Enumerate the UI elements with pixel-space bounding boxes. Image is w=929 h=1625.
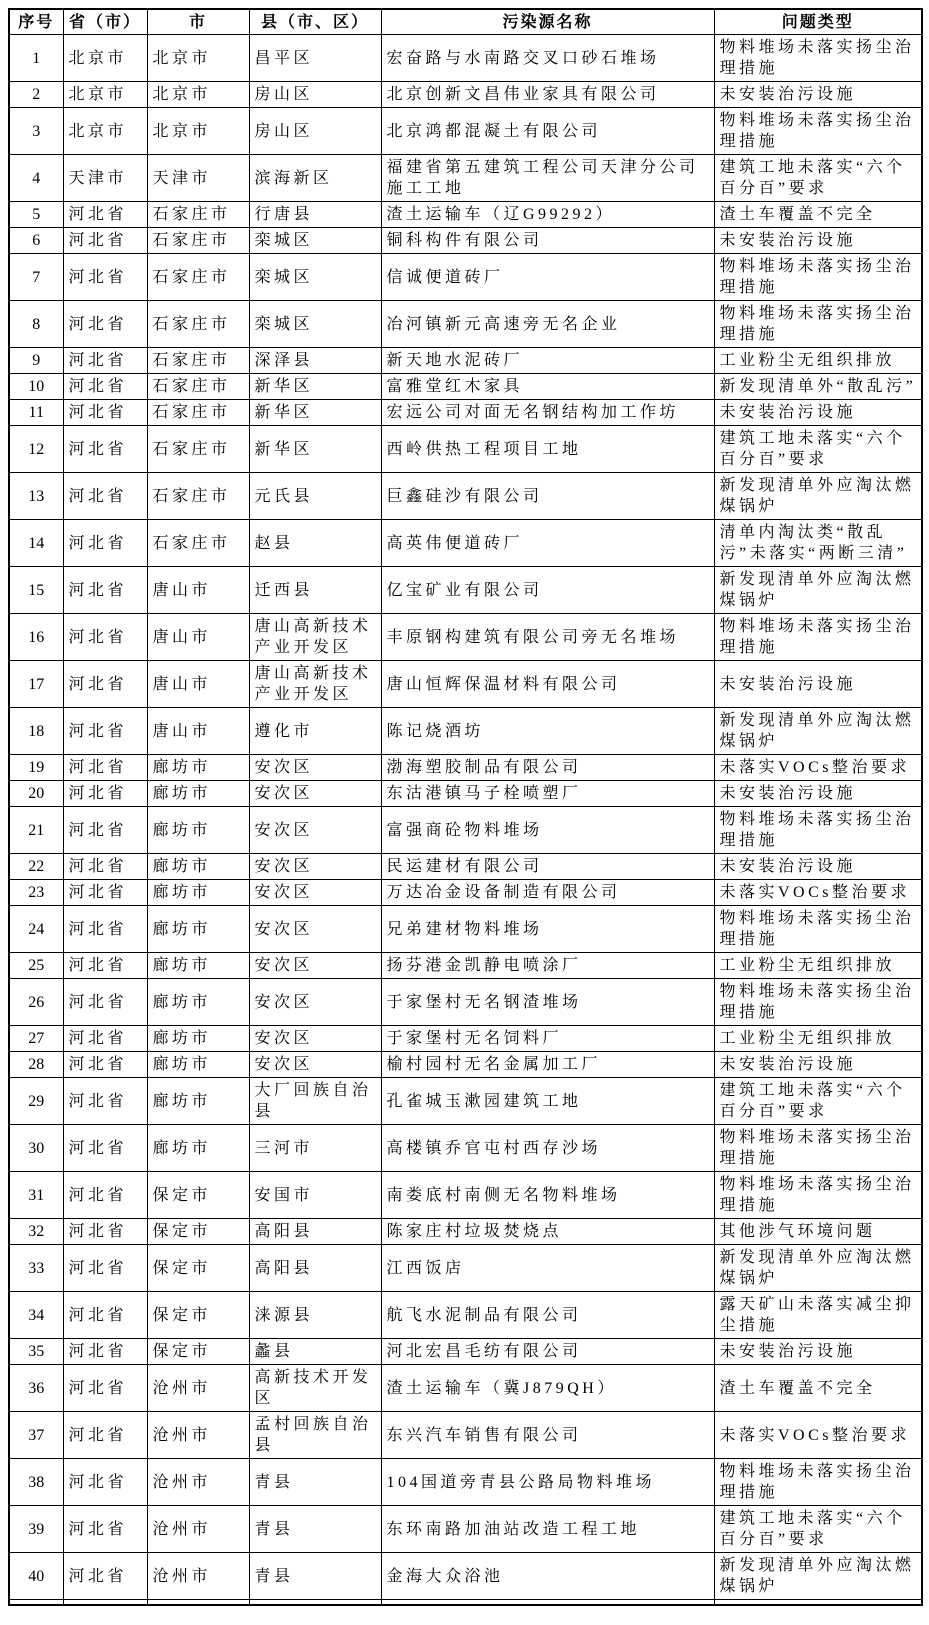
- table-row: [9, 1553, 922, 1600]
- cell-province: 河北省: [63, 906, 147, 953]
- cell-province: 天津市: [63, 155, 147, 202]
- cell-source_name: 铜科构件有限公司: [381, 228, 714, 254]
- cell-source_name: 丰原钢构建筑有限公司旁无名堆场: [381, 614, 714, 661]
- cell-index: 16: [9, 614, 63, 661]
- cell-province: 河北省: [63, 1459, 147, 1506]
- cell-city: 廊坊市: [147, 755, 249, 781]
- table-row: [9, 155, 922, 202]
- cell-county: 孟村回族自治县: [249, 1412, 381, 1459]
- cell-empty: [249, 1600, 381, 1606]
- cell-county: 栾城区: [249, 254, 381, 301]
- cell-problem_type: 建筑工地未落实“六个百分百”要求: [714, 426, 922, 473]
- cell-empty: [63, 1600, 147, 1606]
- table-row: [9, 880, 922, 906]
- cell-source_name: 高楼镇乔官屯村西存沙场: [381, 1125, 714, 1172]
- cell-problem_type: 未落实VOCs整治要求: [714, 755, 922, 781]
- cell-problem_type: 未安装治污设施: [714, 1339, 922, 1365]
- cell-source_name: 富雅堂红木家具: [381, 374, 714, 400]
- cell-city: 保定市: [147, 1245, 249, 1292]
- table-row: [9, 400, 922, 426]
- cell-city: 沧州市: [147, 1553, 249, 1600]
- cell-county: 青县: [249, 1506, 381, 1553]
- cell-index: 9: [9, 348, 63, 374]
- cell-index: 1: [9, 35, 63, 82]
- table-row: [9, 755, 922, 781]
- cell-empty: [381, 1600, 714, 1606]
- cell-index: 24: [9, 906, 63, 953]
- table-row: [9, 1078, 922, 1125]
- cell-city: 石家庄市: [147, 254, 249, 301]
- cell-source_name: 于家堡村无名钢渣堆场: [381, 979, 714, 1026]
- cell-county: 新华区: [249, 426, 381, 473]
- cell-index: 38: [9, 1459, 63, 1506]
- cell-province: 河北省: [63, 1245, 147, 1292]
- cell-problem_type: 物料堆场未落实扬尘治理措施: [714, 254, 922, 301]
- cell-index: 20: [9, 781, 63, 807]
- cell-index: 4: [9, 155, 63, 202]
- cell-source_name: 巨鑫硅沙有限公司: [381, 473, 714, 520]
- table-body: [9, 35, 922, 1606]
- cell-city: 北京市: [147, 35, 249, 82]
- cell-city: 石家庄市: [147, 301, 249, 348]
- table-row: [9, 1125, 922, 1172]
- cell-county: 安次区: [249, 880, 381, 906]
- cell-index: 33: [9, 1245, 63, 1292]
- cell-problem_type: 新发现清单外应淘汰燃煤锅炉: [714, 1245, 922, 1292]
- table-row: [9, 1292, 922, 1339]
- cell-province: 河北省: [63, 473, 147, 520]
- cell-source_name: 福建省第五建筑工程公司天津分公司施工工地: [381, 155, 714, 202]
- cell-index: 12: [9, 426, 63, 473]
- cell-source_name: 江西饭店: [381, 1245, 714, 1292]
- cell-province: 河北省: [63, 614, 147, 661]
- cell-index: 14: [9, 520, 63, 567]
- cell-problem_type: 建筑工地未落实“六个百分百”要求: [714, 1078, 922, 1125]
- cell-county: 蠡县: [249, 1339, 381, 1365]
- cell-city: 保定市: [147, 1339, 249, 1365]
- cell-county: 栾城区: [249, 301, 381, 348]
- cell-index: 3: [9, 108, 63, 155]
- table-row: [9, 906, 922, 953]
- cell-city: 唐山市: [147, 567, 249, 614]
- cell-index: 13: [9, 473, 63, 520]
- cell-city: 保定市: [147, 1292, 249, 1339]
- cell-county: 青县: [249, 1459, 381, 1506]
- cell-index: 30: [9, 1125, 63, 1172]
- cell-empty: [147, 1600, 249, 1606]
- cell-province: 河北省: [63, 426, 147, 473]
- cell-city: 石家庄市: [147, 426, 249, 473]
- cell-city: 唐山市: [147, 708, 249, 755]
- cell-city: 石家庄市: [147, 202, 249, 228]
- cell-county: 安次区: [249, 953, 381, 979]
- cell-city: 沧州市: [147, 1506, 249, 1553]
- cell-problem_type: 工业粉尘无组织排放: [714, 1026, 922, 1052]
- cell-province: 河北省: [63, 374, 147, 400]
- table-row: [9, 708, 922, 755]
- cell-province: 河北省: [63, 1125, 147, 1172]
- cell-city: 廊坊市: [147, 807, 249, 854]
- cell-index: 23: [9, 880, 63, 906]
- cell-problem_type: 物料堆场未落实扬尘治理措施: [714, 108, 922, 155]
- cell-county: 三河市: [249, 1125, 381, 1172]
- cell-county: 遵化市: [249, 708, 381, 755]
- cell-city: 石家庄市: [147, 400, 249, 426]
- cell-city: 廊坊市: [147, 781, 249, 807]
- cell-index: 15: [9, 567, 63, 614]
- cell-problem_type: 未安装治污设施: [714, 400, 922, 426]
- cell-problem_type: 未落实VOCs整治要求: [714, 880, 922, 906]
- table-row: [9, 82, 922, 108]
- cell-county: 安次区: [249, 854, 381, 880]
- table-row: [9, 1219, 922, 1245]
- cell-province: 河北省: [63, 807, 147, 854]
- cell-county: 安国市: [249, 1172, 381, 1219]
- cell-problem_type: 露天矿山未落实减尘抑尘措施: [714, 1292, 922, 1339]
- cell-source_name: 宏奋路与水南路交叉口砂石堆场: [381, 35, 714, 82]
- cell-province: 北京市: [63, 35, 147, 82]
- cell-city: 保定市: [147, 1172, 249, 1219]
- cell-index: 31: [9, 1172, 63, 1219]
- cell-index: 40: [9, 1553, 63, 1600]
- cell-problem_type: 未落实VOCs整治要求: [714, 1412, 922, 1459]
- cell-county: 大厂回族自治县: [249, 1078, 381, 1125]
- cell-city: 石家庄市: [147, 228, 249, 254]
- table-row: [9, 567, 922, 614]
- cell-source_name: 新天地水泥砖厂: [381, 348, 714, 374]
- table-row: [9, 1506, 922, 1553]
- cell-source_name: 扬芬港金凯静电喷涂厂: [381, 953, 714, 979]
- header-source-name: 污染源名称: [381, 9, 714, 35]
- cell-city: 廊坊市: [147, 1125, 249, 1172]
- cell-source_name: 渤海塑胶制品有限公司: [381, 755, 714, 781]
- table-row: [9, 1365, 922, 1412]
- cell-index: 5: [9, 202, 63, 228]
- table-row: [9, 979, 922, 1026]
- cell-index: 29: [9, 1078, 63, 1125]
- table-row: [9, 1026, 922, 1052]
- cell-city: 保定市: [147, 1219, 249, 1245]
- cell-province: 河北省: [63, 301, 147, 348]
- cell-province: 河北省: [63, 1078, 147, 1125]
- cell-county: 唐山高新技术产业开发区: [249, 661, 381, 708]
- cell-problem_type: 物料堆场未落实扬尘治理措施: [714, 979, 922, 1026]
- table-row: [9, 473, 922, 520]
- cell-province: 河北省: [63, 400, 147, 426]
- cell-city: 沧州市: [147, 1459, 249, 1506]
- table-row: [9, 35, 922, 82]
- cell-source_name: 冶河镇新元高速旁无名企业: [381, 301, 714, 348]
- cell-problem_type: 未安装治污设施: [714, 661, 922, 708]
- header-problem-type: 问题类型: [714, 9, 922, 35]
- cell-city: 廊坊市: [147, 854, 249, 880]
- cell-index: 34: [9, 1292, 63, 1339]
- cell-problem_type: 未安装治污设施: [714, 854, 922, 880]
- cell-source_name: 东兴汽车销售有限公司: [381, 1412, 714, 1459]
- cell-index: 21: [9, 807, 63, 854]
- cell-problem_type: 物料堆场未落实扬尘治理措施: [714, 807, 922, 854]
- cell-province: 河北省: [63, 854, 147, 880]
- cell-source_name: 西岭供热工程项目工地: [381, 426, 714, 473]
- cell-source_name: 信诚便道砖厂: [381, 254, 714, 301]
- cell-empty: [714, 1600, 922, 1606]
- cell-province: 河北省: [63, 1412, 147, 1459]
- table-row: [9, 1412, 922, 1459]
- cell-county: 高阳县: [249, 1219, 381, 1245]
- cell-city: 廊坊市: [147, 953, 249, 979]
- table-row: [9, 953, 922, 979]
- cell-city: 天津市: [147, 155, 249, 202]
- cell-province: 河北省: [63, 1339, 147, 1365]
- cell-problem_type: 物料堆场未落实扬尘治理措施: [714, 906, 922, 953]
- table-row: [9, 854, 922, 880]
- cell-province: 河北省: [63, 254, 147, 301]
- cell-index: 22: [9, 854, 63, 880]
- cell-source_name: 榆村园村无名金属加工厂: [381, 1052, 714, 1078]
- cell-problem_type: 新发现清单外应淘汰燃煤锅炉: [714, 708, 922, 755]
- cell-source_name: 陈家庄村垃圾焚烧点: [381, 1219, 714, 1245]
- cell-province: 河北省: [63, 781, 147, 807]
- cell-problem_type: 新发现清单外应淘汰燃煤锅炉: [714, 1553, 922, 1600]
- table-row: [9, 781, 922, 807]
- cell-problem_type: 清单内淘汰类“散乱污”未落实“两断三清”: [714, 520, 922, 567]
- header-index: 序号: [9, 9, 63, 35]
- cell-province: 河北省: [63, 1219, 147, 1245]
- header-province: 省（市）: [63, 9, 147, 35]
- cell-county: 昌平区: [249, 35, 381, 82]
- header-county: 县（市、区）: [249, 9, 381, 35]
- cell-county: 青县: [249, 1553, 381, 1600]
- table-row: [9, 614, 922, 661]
- cell-problem_type: 新发现清单外应淘汰燃煤锅炉: [714, 567, 922, 614]
- cell-problem_type: 物料堆场未落实扬尘治理措施: [714, 1125, 922, 1172]
- cell-problem_type: 物料堆场未落实扬尘治理措施: [714, 1459, 922, 1506]
- cell-county: 安次区: [249, 755, 381, 781]
- cell-city: 石家庄市: [147, 348, 249, 374]
- table-row: [9, 1052, 922, 1078]
- cell-city: 北京市: [147, 108, 249, 155]
- cell-city: 唐山市: [147, 614, 249, 661]
- cell-index: 27: [9, 1026, 63, 1052]
- cell-problem_type: 工业粉尘无组织排放: [714, 953, 922, 979]
- cell-province: 河北省: [63, 979, 147, 1026]
- table-row: [9, 520, 922, 567]
- cell-county: 高阳县: [249, 1245, 381, 1292]
- cell-city: 廊坊市: [147, 906, 249, 953]
- table-row: [9, 301, 922, 348]
- cell-source_name: 渣土运输车（冀J879QH）: [381, 1365, 714, 1412]
- cell-county: 滨海新区: [249, 155, 381, 202]
- cell-province: 河北省: [63, 1026, 147, 1052]
- cell-province: 河北省: [63, 1506, 147, 1553]
- cell-province: 河北省: [63, 1052, 147, 1078]
- cell-county: 涞源县: [249, 1292, 381, 1339]
- cell-county: 赵县: [249, 520, 381, 567]
- cell-index: 35: [9, 1339, 63, 1365]
- cell-index: 6: [9, 228, 63, 254]
- cell-index: 26: [9, 979, 63, 1026]
- cell-source_name: 民运建材有限公司: [381, 854, 714, 880]
- cell-province: 河北省: [63, 1365, 147, 1412]
- table-row: [9, 1172, 922, 1219]
- cell-province: 河北省: [63, 348, 147, 374]
- cell-county: 栾城区: [249, 228, 381, 254]
- cell-province: 河北省: [63, 755, 147, 781]
- cell-source_name: 于家堡村无名饲料厂: [381, 1026, 714, 1052]
- cell-source_name: 陈记烧酒坊: [381, 708, 714, 755]
- cell-county: 安次区: [249, 1052, 381, 1078]
- table-row: [9, 228, 922, 254]
- cell-city: 石家庄市: [147, 374, 249, 400]
- cell-city: 廊坊市: [147, 1078, 249, 1125]
- cell-county: 房山区: [249, 82, 381, 108]
- table-row: [9, 348, 922, 374]
- table-row: [9, 254, 922, 301]
- cell-province: 河北省: [63, 1292, 147, 1339]
- table-row: [9, 202, 922, 228]
- cell-problem_type: 工业粉尘无组织排放: [714, 348, 922, 374]
- cell-province: 河北省: [63, 880, 147, 906]
- cell-problem_type: 渣土车覆盖不完全: [714, 202, 922, 228]
- header-city: 市: [147, 9, 249, 35]
- cell-province: 河北省: [63, 661, 147, 708]
- cell-source_name: 北京创新文昌伟业家具有限公司: [381, 82, 714, 108]
- table-row: [9, 661, 922, 708]
- partial-table-row: [9, 1600, 922, 1606]
- cell-source_name: 高英伟便道砖厂: [381, 520, 714, 567]
- cell-city: 廊坊市: [147, 979, 249, 1026]
- cell-source_name: 富强商砼物料堆场: [381, 807, 714, 854]
- cell-province: 河北省: [63, 1553, 147, 1600]
- cell-source_name: 唐山恒辉保温材料有限公司: [381, 661, 714, 708]
- cell-index: 39: [9, 1506, 63, 1553]
- cell-problem_type: 新发现清单外“散乱污”: [714, 374, 922, 400]
- cell-problem_type: 未安装治污设施: [714, 781, 922, 807]
- cell-index: 28: [9, 1052, 63, 1078]
- cell-province: 河北省: [63, 708, 147, 755]
- cell-index: 25: [9, 953, 63, 979]
- cell-county: 高新技术开发区: [249, 1365, 381, 1412]
- cell-county: 新华区: [249, 400, 381, 426]
- cell-province: 河北省: [63, 520, 147, 567]
- cell-empty: [9, 1600, 63, 1606]
- cell-source_name: 104国道旁青县公路局物料堆场: [381, 1459, 714, 1506]
- cell-source_name: 东沽港镇马子栓喷塑厂: [381, 781, 714, 807]
- cell-city: 北京市: [147, 82, 249, 108]
- cell-problem_type: 渣土车覆盖不完全: [714, 1365, 922, 1412]
- cell-problem_type: 物料堆场未落实扬尘治理措施: [714, 614, 922, 661]
- cell-source_name: 兄弟建材物料堆场: [381, 906, 714, 953]
- table-row: [9, 1339, 922, 1365]
- cell-problem_type: 其他涉气环境问题: [714, 1219, 922, 1245]
- cell-source_name: 河北宏昌毛纺有限公司: [381, 1339, 714, 1365]
- cell-province: 北京市: [63, 82, 147, 108]
- cell-province: 河北省: [63, 953, 147, 979]
- cell-city: 石家庄市: [147, 473, 249, 520]
- cell-problem_type: 物料堆场未落实扬尘治理措施: [714, 1172, 922, 1219]
- cell-problem_type: 新发现清单外应淘汰燃煤锅炉: [714, 473, 922, 520]
- cell-county: 安次区: [249, 979, 381, 1026]
- cell-source_name: 渣土运输车（辽G99292）: [381, 202, 714, 228]
- cell-source_name: 万达冶金设备制造有限公司: [381, 880, 714, 906]
- cell-index: 17: [9, 661, 63, 708]
- cell-index: 36: [9, 1365, 63, 1412]
- cell-index: 18: [9, 708, 63, 755]
- table-row: [9, 108, 922, 155]
- cell-source_name: 亿宝矿业有限公司: [381, 567, 714, 614]
- cell-source_name: 金海大众浴池: [381, 1553, 714, 1600]
- pollution-source-table: [8, 8, 923, 1606]
- table-row: [9, 426, 922, 473]
- cell-index: 7: [9, 254, 63, 301]
- cell-county: 安次区: [249, 906, 381, 953]
- cell-city: 石家庄市: [147, 520, 249, 567]
- cell-city: 廊坊市: [147, 1052, 249, 1078]
- cell-index: 32: [9, 1219, 63, 1245]
- cell-county: 安次区: [249, 781, 381, 807]
- cell-county: 迁西县: [249, 567, 381, 614]
- cell-city: 唐山市: [147, 661, 249, 708]
- cell-county: 安次区: [249, 1026, 381, 1052]
- cell-county: 安次区: [249, 807, 381, 854]
- cell-county: 行唐县: [249, 202, 381, 228]
- cell-province: 河北省: [63, 202, 147, 228]
- cell-problem_type: 未安装治污设施: [714, 1052, 922, 1078]
- cell-index: 2: [9, 82, 63, 108]
- cell-source_name: 宏远公司对面无名钢结构加工作坊: [381, 400, 714, 426]
- cell-province: 河北省: [63, 567, 147, 614]
- table-header-row: [9, 9, 922, 35]
- cell-problem_type: 物料堆场未落实扬尘治理措施: [714, 301, 922, 348]
- table-row: [9, 807, 922, 854]
- cell-index: 37: [9, 1412, 63, 1459]
- cell-province: 河北省: [63, 228, 147, 254]
- cell-county: 元氏县: [249, 473, 381, 520]
- cell-index: 11: [9, 400, 63, 426]
- cell-county: 房山区: [249, 108, 381, 155]
- cell-province: 河北省: [63, 1172, 147, 1219]
- cell-source_name: 孔雀城玉漱园建筑工地: [381, 1078, 714, 1125]
- cell-source_name: 东环南路加油站改造工程工地: [381, 1506, 714, 1553]
- cell-city: 廊坊市: [147, 880, 249, 906]
- cell-city: 沧州市: [147, 1412, 249, 1459]
- cell-county: 深泽县: [249, 348, 381, 374]
- cell-county: 唐山高新技术产业开发区: [249, 614, 381, 661]
- cell-source_name: 航飞水泥制品有限公司: [381, 1292, 714, 1339]
- cell-index: 10: [9, 374, 63, 400]
- table-row: [9, 1459, 922, 1506]
- cell-index: 19: [9, 755, 63, 781]
- cell-problem_type: 未安装治污设施: [714, 228, 922, 254]
- cell-city: 廊坊市: [147, 1026, 249, 1052]
- cell-problem_type: 物料堆场未落实扬尘治理措施: [714, 35, 922, 82]
- cell-source_name: 南娄底村南侧无名物料堆场: [381, 1172, 714, 1219]
- table-row: [9, 1245, 922, 1292]
- cell-problem_type: 建筑工地未落实“六个百分百”要求: [714, 1506, 922, 1553]
- cell-problem_type: 建筑工地未落实“六个百分百”要求: [714, 155, 922, 202]
- cell-county: 新华区: [249, 374, 381, 400]
- table-row: [9, 374, 922, 400]
- cell-city: 沧州市: [147, 1365, 249, 1412]
- cell-index: 8: [9, 301, 63, 348]
- cell-problem_type: 未安装治污设施: [714, 82, 922, 108]
- cell-province: 北京市: [63, 108, 147, 155]
- cell-source_name: 北京鸿都混凝土有限公司: [381, 108, 714, 155]
